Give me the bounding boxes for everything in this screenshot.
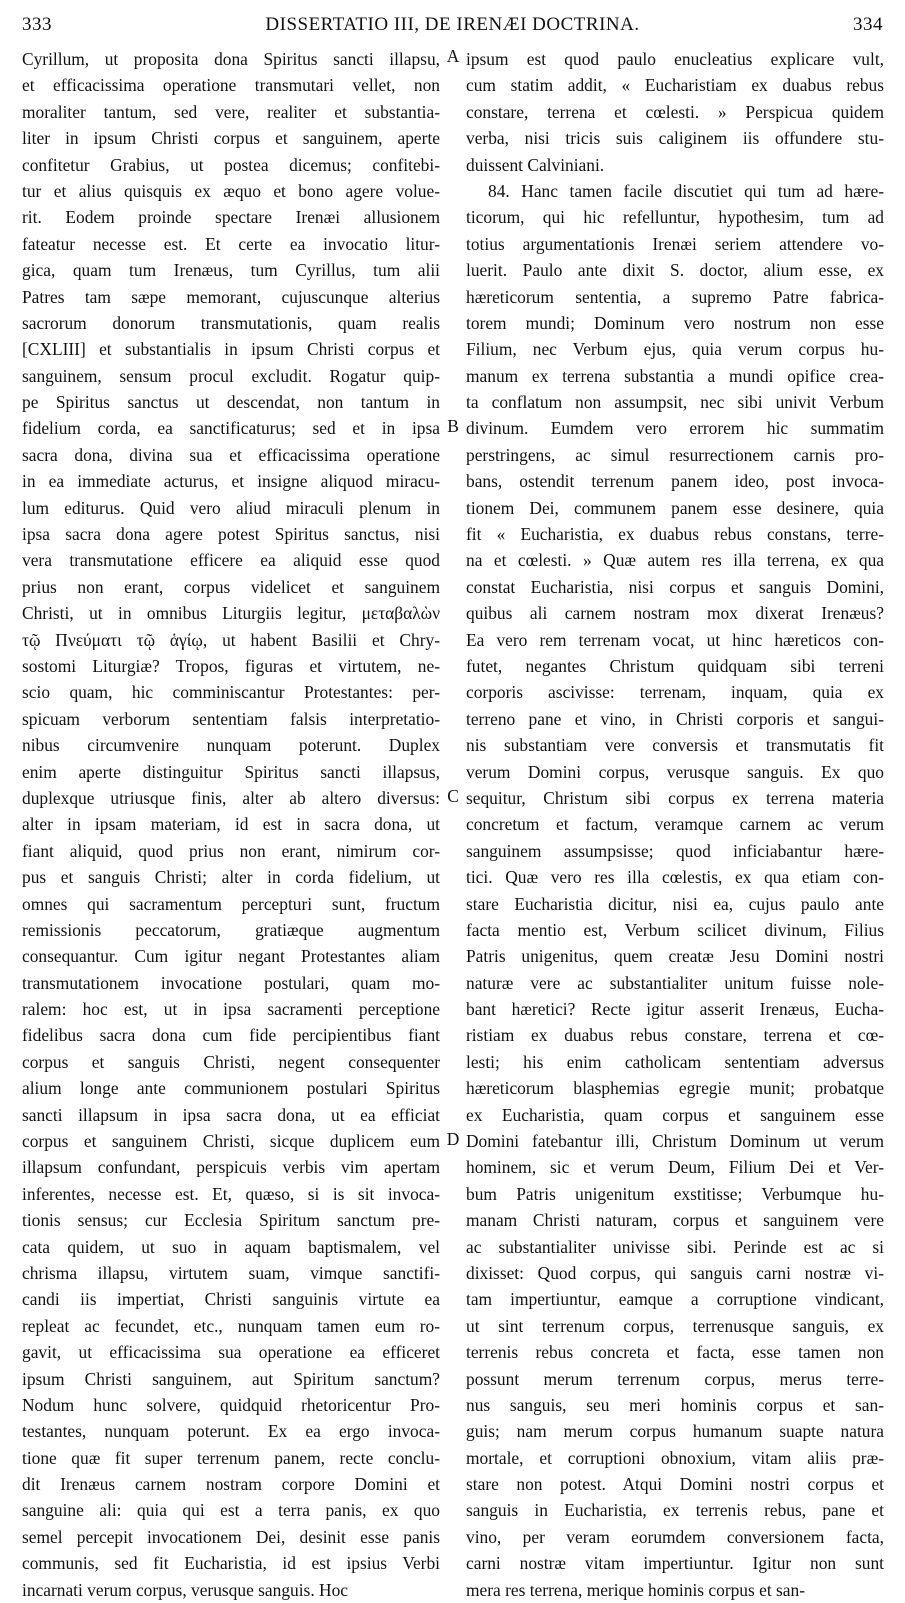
text-line: hominem, sic et verum Deum, Filium Dei et Ver-	[466, 1157, 884, 1178]
text-line: moraliter tantum, sed vere, realiter et substantia-	[22, 101, 440, 122]
text-line: corpus et sanguis Christi, negent consequenter	[22, 1051, 440, 1072]
text-line: sequitur, Christum sibi corpus ex terrena materia	[466, 787, 884, 808]
text-line: fit « Eucharistia, ex duabus rebus constans, terre-	[466, 524, 884, 545]
text-line: fidelium corda, ea sanctificaturus; sed et in ipsa	[22, 418, 440, 439]
text-line: terrenis rebus concreta et facta, esse tamen non	[466, 1342, 884, 1363]
page-header	[22, 14, 883, 44]
text-line: carni nostræ vitam impertiuntur. Igitur non sunt	[466, 1553, 884, 1574]
text-line: Filium, nec Verbum ejus, quia verum corpus hu-	[466, 339, 884, 360]
right-column	[466, 46, 884, 1603]
text-line: cata quidem, ut suo in aquam baptismalem, vel	[22, 1236, 440, 1257]
running-title: DISSERTATIO III, DE IRENÆI DOCTRINA.	[265, 14, 640, 35]
text-line: nus sanguis, seu meri hominis corpus et san-	[466, 1394, 884, 1415]
text-line: fiant aliquid, quod prius non erant, nimirum cor-	[22, 840, 440, 861]
text-line: constat Eucharistia, nisi corpus et sanguis Domini,	[466, 576, 884, 597]
text-line: nibus circumvenire nunquam poterunt. Duplex	[22, 735, 440, 756]
text-line: verum Domini corpus, verusque sanguis. Ex quo	[466, 761, 884, 782]
text-line: bum Patris unigenitum exstitisse; Verbumque hu-	[466, 1183, 884, 1204]
text-line: duplexque utriusque finis, alter ab altero diversus:	[22, 787, 440, 808]
text-line: hæreticorum blasphemias egregie munit; probatque	[466, 1078, 884, 1099]
text-line: tam impertiuntur, eamque a corruptione vindicant,	[466, 1289, 884, 1310]
text-line: lum editurus. Quid vero aliud miraculi plenum in	[22, 497, 440, 518]
text-line: repleat ac fecundet, etc., nunquam tamen eum ro-	[22, 1315, 440, 1336]
text-line: manum ex terrena substantia a mundi opifice crea-	[466, 365, 884, 386]
text-line: terreno pane et vino, in Christi corporis et sangui-	[466, 708, 884, 729]
text-line: corporis ascivisse: terrenam, inquam, quia ex	[466, 682, 884, 703]
text-line: vera transmutatione efficere ea aliquid esse quod	[22, 550, 440, 571]
text-line: nis substantiam vere conversis et transmutatis fit	[466, 735, 884, 756]
text-line: ta conflatum non assumpsit, nec sibi univit Verbum	[466, 392, 884, 413]
text-line: na et cœlesti. » Quæ autem res illa terrena, ex qua	[466, 550, 884, 571]
text-line: ipsum Christi sanguinem, aut Spiritum sanctum?	[22, 1368, 440, 1389]
text-line: spicuam verborum sententiam falsis interpretatio-	[22, 708, 440, 729]
text-line: sancti illapsum in ipsa sacra dona, ut ea efficiat	[22, 1104, 440, 1125]
text-line: manam Christi naturam, corpus et sanguinem vere	[466, 1210, 884, 1231]
text-line: tur et alius quisquis ex æquo et bono agere volue-	[22, 180, 440, 201]
text-line: mera res terrena, merique hominis corpus et san-	[466, 1579, 805, 1600]
text-line: quibus ali carnem nostram mox dixerat Irenæus?	[466, 603, 884, 624]
text-line: vino, per veram eorumdem conversionem facta,	[466, 1526, 884, 1547]
text-line: ticorum, qui hic refelluntur, hypothesim, tum ad	[466, 207, 884, 228]
text-line: [CXLIII] et substantialis in ipsum Christi corpus et	[22, 339, 440, 360]
text-line: sanguis in Eucharistia, ex terrenis rebus, pane et	[466, 1500, 884, 1521]
text-line: verba, nisi tricis suis caliginem iis offundere stu-	[466, 128, 884, 149]
text-line: mortale, et corruptioni obnoxium, vitam aliis præ-	[466, 1447, 884, 1468]
text-line: bans, ostendit terrenum panem ideo, post invoca-	[466, 471, 884, 492]
margin-marker-a: A	[446, 46, 460, 66]
text-line: duissent Calviniani.	[466, 154, 605, 175]
text-line: incarnati verum corpus, verusque sanguis. Hoc	[22, 1579, 348, 1600]
text-line: liter in ipsum Christi corpus et sanguinem, aperte	[22, 128, 440, 149]
text-line: omnes qui sacramentum percepturi sunt, fructum	[22, 893, 440, 914]
text-line: Ea vero rem terrenam vocat, ut hinc hæreticos con-	[466, 629, 884, 650]
text-line: alter in ipsam materiam, id est in sacra dona, ut	[22, 814, 440, 835]
text-line: enim aperte distinguitur Spiritus sancti illapsus,	[22, 761, 440, 782]
page-number-left: 333	[22, 14, 52, 35]
left-column	[22, 46, 440, 1603]
text-line: illapsum confundant, perspicuis verbis vim apertam	[22, 1157, 440, 1178]
text-line: ut sint terrenum corpus, terrenusque sanguis, ex	[466, 1315, 884, 1336]
text-line: lesti; his enim catholicam sententiam adversus	[466, 1051, 884, 1072]
text-line: scio quam, hic comminiscantur Protestantes: per-	[22, 682, 440, 703]
text-line: communis, sed fit Eucharistia, id est ipsius Verbi	[22, 1553, 440, 1574]
text-line: ristiam ex duabus rebus constare, terrena et cœ-	[466, 1025, 884, 1046]
text-line: ex Eucharistia, quam corpus et sanguinem esse	[466, 1104, 884, 1125]
text-line: rit. Eodem proinde spectare Irenæi allusionem	[22, 207, 440, 228]
text-line: gavit, ut efficacissima sua operatione ea efficeret	[22, 1342, 440, 1363]
text-line: prius non erant, corpus videlicet et sanguinem	[22, 576, 440, 597]
text-line: guis; nam merum corpus humanum suapte natura	[466, 1421, 884, 1442]
text-line: transmutationem invocatione postulari, quam mo-	[22, 972, 440, 993]
text-line: Nodum hunc solvere, quidquid rhetoricentur Pro-	[22, 1394, 440, 1415]
text-line: sanguinem assumpsisse; quod inficiabantur hære-	[466, 840, 884, 861]
text-line: sacrorum donorum transmutationis, quam realis	[22, 312, 440, 333]
text-line: pus et sanguis Christi; alter in corda fidelium, ut	[22, 867, 440, 888]
text-line: confitetur Grabius, ut postea dicemus; confitebi-	[22, 154, 440, 175]
text-line: ipsum est quod paulo enucleatius explicare vult,	[466, 49, 884, 69]
text-line: et efficacissima operatione transmutari vellet, non	[22, 75, 440, 96]
text-line: futet, negantes Christum quidquam sibi terreni	[466, 655, 884, 676]
text-line: inferentes, necesse est. Et, quæso, si is sit invoca-	[22, 1183, 440, 1204]
text-line: stare non potest. Atqui Domini nostri corpus et	[466, 1474, 884, 1495]
text-line: perstringens, ac simul resurrectionem carnis pro-	[466, 444, 884, 465]
text-line: Domini fatebantur illi, Christum Dominum ut verum	[466, 1131, 884, 1152]
text-line: luerit. Paulo ante dixit S. doctor, alium esse, ex	[466, 260, 884, 281]
text-line: chrisma illapsu, virtutem suam, vimque sanctifi-	[22, 1262, 440, 1283]
text-line: Patris unigenitus, quem creatæ Jesu Domini nostri	[466, 946, 884, 967]
text-line: testantes, nunquam poterunt. Ex ea ergo invoca-	[22, 1421, 440, 1442]
text-line: consequantur. Cum igitur negant Protestantes aliam	[22, 946, 440, 967]
margin-marker-b: B	[447, 416, 459, 436]
text-line: sanguinem, sensum procul excludit. Rogatur quip-	[22, 365, 440, 386]
text-line: totius argumentationis Irenæi seriem attendere vo-	[466, 233, 884, 254]
text-line: candi iis impertiat, Christi sanguinis virtute ea	[22, 1289, 440, 1310]
text-line: ralem: hoc est, ut in ipsa sacramenti perceptione	[22, 999, 440, 1020]
text-line: remissionis peccatorum, gratiæque augmentum	[22, 919, 440, 940]
margin-marker-c: C	[447, 786, 459, 806]
text-line: torem mundi; Dominum vero nostrum non esse	[466, 312, 884, 333]
text-line: Patres tam sæpe memorant, cujuscunque alterius	[22, 286, 440, 307]
text-line: corpus et sanguinem Christi, sicque duplicem eum	[22, 1131, 440, 1152]
text-line: cum statim addit, « Eucharistiam ex duabus rebus	[466, 75, 884, 96]
text-line: gica, quam tum Irenæus, tum Cyrillus, tum alii	[22, 260, 440, 281]
page-number-right: 334	[853, 14, 883, 35]
text-line: bant hæretici? Recte igitur asserit Irenæus, Eucha-	[466, 999, 884, 1020]
text-line: concretum et factum, veramque carnem ac verum	[466, 814, 884, 835]
text-line: hæreticorum sententia, a supremo Patre fabrica-	[466, 286, 884, 307]
text-line: tionem Dei, communem panem esse desinere, quia	[466, 497, 884, 518]
text-line: naturæ vere ac substantialiter unitum fuisse nole-	[466, 972, 884, 993]
text-line: dit Irenæus carnem nostram corpore Domini et	[22, 1474, 440, 1495]
text-line: fateatur necesse est. Et certe ea invocatio litur-	[22, 233, 440, 254]
text-line: ipsa sacra dona agere potest Spiritus sanctus, nisi	[22, 524, 440, 545]
text-line: in ea immediate acturus, et insigne aliquod miracu-	[22, 471, 440, 492]
text-line: pe Spiritus sanctus ut descendat, non tantum in	[22, 392, 440, 413]
text-line: sacra dona, divina sua et efficacissima operatione	[22, 444, 440, 465]
text-line: stare Eucharistia dicitur, nisi ea, cujus paulo ante	[466, 893, 884, 914]
text-line: tione quæ fit super terrenum panem, recte conclu-	[22, 1447, 440, 1468]
text-line: Christi, ut in omnibus Liturgiis legitur, μεταβαλὼν	[22, 603, 440, 624]
text-line: fidelibus sacra dona cum fide percipientibus fiant	[22, 1025, 440, 1046]
text-line: semel percepit invocationem Dei, desinit esse panis	[22, 1526, 440, 1547]
margin-marker-d: D	[446, 1129, 460, 1149]
text-line: sanguine ali: quia qui est a terra panis, ex quo	[22, 1500, 440, 1521]
text-line: Cyrillum, ut proposita dona Spiritus sancti illapsu,	[22, 49, 440, 69]
text-line: alium longe ante communionem postulari Spiritus	[22, 1078, 440, 1099]
text-line: dixisset: Quod corpus, qui sanguis carni nostræ vi-	[466, 1262, 884, 1283]
text-line: sostomi Liturgiæ? Tropos, figuras et virtutem, ne-	[22, 655, 440, 676]
text-line: tici. Quæ vero res illa cœlestis, ex qua etiam con-	[466, 867, 884, 888]
text-line: τῷ Πνεύματι τῷ ἁγίῳ, ut habent Basilii et Chry-	[22, 629, 440, 650]
text-line: possunt merum terrenum corpus, merus terre-	[466, 1368, 884, 1389]
text-line: 84. Hanc tamen facile discutiet qui tum ad hære-	[488, 180, 884, 201]
text-line: tionis sensus; cur Ecclesia Spiritum sanctum pre-	[22, 1210, 440, 1231]
text-line: ac substantialiter univisse sibi. Perinde est ac si	[466, 1236, 884, 1257]
text-line: constare, terrena et cœlesti. » Perspicua quidem	[466, 101, 884, 122]
text-line: divinum. Eumdem vero errorem hic summatim	[466, 418, 884, 439]
text-line: facta mentio est, Verbum scilicet divinum, Filius	[466, 919, 884, 940]
